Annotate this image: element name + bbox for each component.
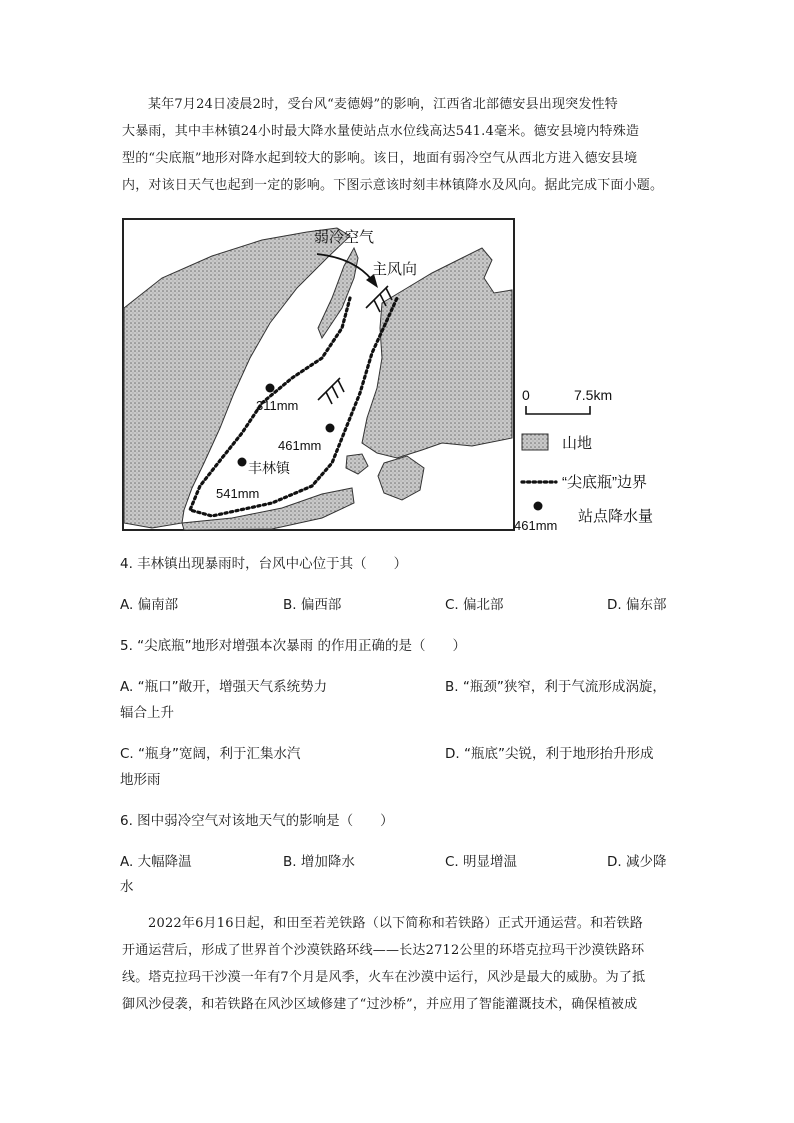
station-311-label: 311mm (256, 398, 299, 413)
intro-line: 大暴雨，其中丰林镇24小时最大降水量使站点水位线高达541.4毫米。德安县境内特殊造 (122, 124, 640, 139)
legend-station-label: 站点降水量 (578, 508, 654, 525)
passage-line: 线。塔克拉玛干沙漠一年有7个月是风季，火车在沙漠中运行，风沙是最大的威胁。为了抵 (122, 970, 646, 985)
rainfall-map-figure (122, 218, 682, 538)
station-461-dot (326, 424, 335, 433)
main-wind-label: 主风向 (372, 261, 418, 278)
question-6-stem: 6. 图中弱冷空气对该地天气的影响是（ ） (120, 813, 394, 829)
passage-line: 御风沙侵袭，和若铁路在风沙区域修建了“过沙桥”，并应用了智能灌溉技术，确保植被成 (122, 997, 638, 1012)
passage-line: 开通运营后，形成了世界首个沙漠铁路环线——长达2712公里的环塔克拉玛干沙漠铁路环 (122, 943, 645, 958)
station-461-label: 461mm (278, 438, 322, 453)
question-5-stem: 5. “尖底瓶”地形对增强本次暴雨 的作用正确的是（ ） (120, 638, 466, 654)
cold-air-label: 弱冷空气 (314, 229, 375, 246)
intro-line: 型的“尖底瓶”地形对降水起到较大的影响。该日，地面有弱冷空气从西北方进入德安县境 (122, 151, 638, 166)
scale-distance: 7.5km (574, 387, 613, 403)
legend-mountain-label: 山地 (562, 435, 593, 452)
scale-zero: 0 (522, 387, 530, 403)
question-5-option-d[interactable]: D. “瓶底”尖锐，利于地形抬升形成 (445, 746, 654, 762)
intro-paragraph (122, 91, 682, 199)
question-4-option-a[interactable]: A. 偏南部 (120, 597, 179, 613)
question-6-option-b[interactable]: B. 增加降水 (283, 854, 355, 870)
legend-station-value: 461mm (514, 518, 558, 533)
question-4-option-d[interactable]: D. 偏东部 (607, 597, 667, 613)
legend-station-dot (534, 502, 543, 511)
station-541-label: 541mm (216, 486, 260, 501)
intro-line: 内，对该日天气也起到一定的影响。下图示意该时刻丰林镇降水及风向。据此完成下面小题。 (122, 178, 664, 193)
fenglin-town-label: 丰林镇 (248, 460, 290, 476)
question-5-option-c[interactable]: C. “瓶身”宽阔，利于汇集水汽 (120, 746, 301, 762)
question-4-option-c[interactable]: C. 偏北部 (445, 597, 504, 613)
question-5-option-a[interactable]: A. “瓶口”敞开，增强天气系统势力 (120, 679, 328, 695)
question-5-option-d-continued: 地形雨 (120, 772, 161, 788)
question-6-option-c[interactable]: C. 明显增温 (445, 854, 518, 870)
intro-line: 某年7月24日凌晨2时，受台风“麦德姆”的影响，江西省北部德安县出现突发性特 (148, 97, 618, 112)
station-311-dot (266, 384, 275, 393)
question-6-option-d-continued: 水 (120, 879, 134, 895)
scale-bar (526, 406, 590, 414)
railway-passage (122, 910, 682, 1018)
question-4-stem: 4. 丰林镇出现暴雨时，台风中心位于其（ ） (120, 556, 408, 572)
fenglin-town-dot (238, 458, 247, 467)
legend-boundary-label: “尖底瓶”边界 (562, 474, 647, 491)
question-6-option-a[interactable]: A. 大幅降温 (120, 854, 192, 870)
question-6-option-d[interactable]: D. 减少降 (607, 854, 667, 870)
question-5-option-b[interactable]: B. “瓶颈”狭窄，利于气流形成涡旋， (445, 679, 666, 695)
question-4-option-b[interactable]: B. 偏西部 (283, 597, 342, 613)
question-5-option-b-continued: 辐合上升 (120, 705, 174, 721)
legend-mountain-swatch (522, 434, 548, 450)
passage-line: 2022年6月16日起，和田至若羌铁路（以下简称和若铁路）正式开通运营。和若铁路 (148, 916, 643, 931)
